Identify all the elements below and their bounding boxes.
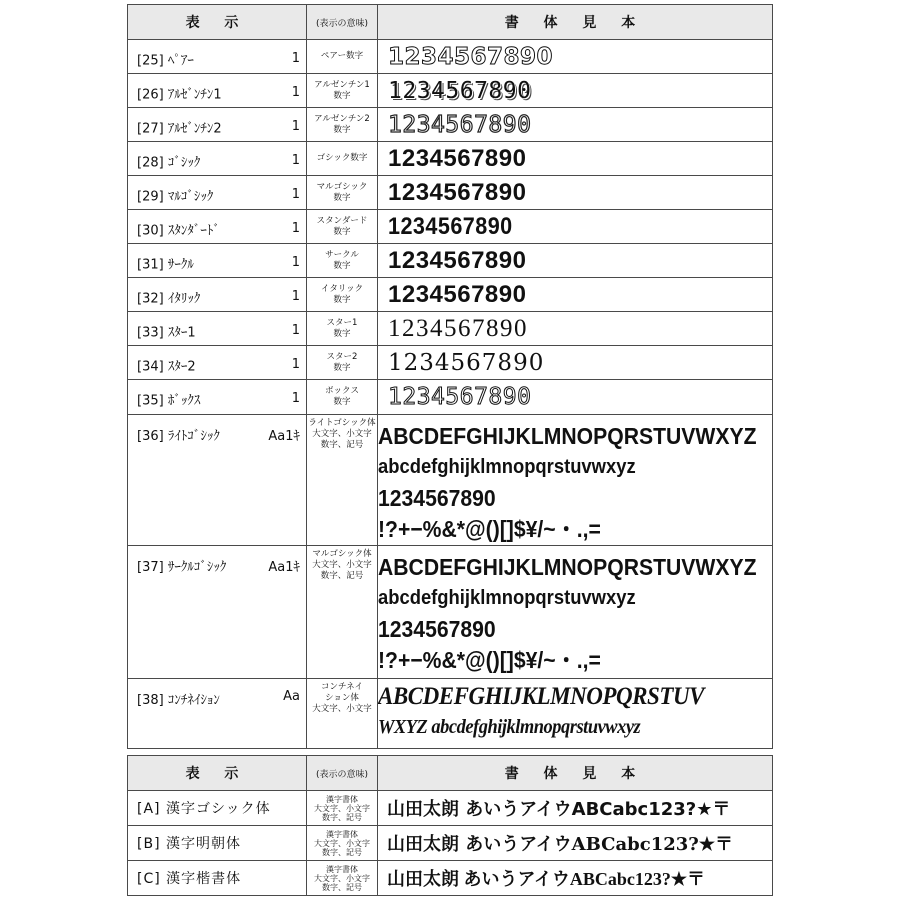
- char-types: 1: [291, 118, 300, 134]
- font-row: [128, 380, 773, 415]
- font-sample: 山田太朗 あいうアイウABCabc123?★〒: [378, 826, 773, 861]
- char-types: 1: [291, 84, 300, 100]
- font-meaning: [307, 142, 378, 176]
- font-meaning: [307, 108, 378, 142]
- font-table-kanji: [127, 755, 773, 896]
- font-meaning: [307, 346, 378, 380]
- sample-digits: 1234567890: [388, 77, 532, 104]
- font-sample: [378, 346, 773, 380]
- sample-digits: 1234567890: [388, 43, 554, 70]
- header-display: 表 示: [128, 5, 307, 40]
- font-code-cell: [128, 346, 307, 380]
- char-types: Aa1ｷ: [268, 429, 300, 444]
- meaning-text: 漢字書体 大文字、小文字 数字、記号: [314, 864, 370, 892]
- font-row: [128, 142, 773, 176]
- meaning-text: 漢字書体 大文字、小文字 数字、記号: [314, 829, 370, 857]
- font-code-cell: [128, 278, 307, 312]
- font-meaning: [307, 380, 378, 415]
- char-types: 1: [291, 322, 300, 338]
- sample-mixed: WXYZ abcdefghijklmnopqrstuvwxyz: [378, 716, 641, 738]
- sample-digits: 1234567890: [388, 384, 532, 410]
- header-meaning: (表示の意味): [307, 5, 378, 40]
- kanji-row-gothic: [128, 791, 773, 826]
- sample-digits: 1234567890: [388, 111, 532, 138]
- font-code: [35] ﾎﾞｯｸｽ: [137, 393, 201, 409]
- font-row: [128, 346, 773, 380]
- sample-uppercase: ABCDEFGHIJKLMNOPQRSTUV: [378, 683, 705, 710]
- font-code: [33] ｽﾀｰ1: [137, 324, 196, 340]
- sample-digits: 1234567890: [388, 246, 527, 274]
- font-meaning: [307, 74, 378, 108]
- sample-digits: 1234567890: [388, 212, 513, 240]
- font-code: [34] ｽﾀｰ2: [137, 358, 196, 374]
- font-row: [128, 74, 773, 108]
- font-table-numbers: [127, 4, 773, 749]
- font-code: [37] ｻｰｸﾙｺﾞｼｯｸ: [137, 560, 227, 575]
- font-code-cell: [128, 546, 307, 679]
- meaning-text: アルゼンチン1 数字: [314, 79, 370, 101]
- char-types: Aa1ｷ: [268, 560, 300, 575]
- font-code: [B] 漢字明朝体: [128, 826, 307, 861]
- font-code: [32] ｲﾀﾘｯｸ: [137, 290, 201, 306]
- meaning-text: マルゴシック 数字: [316, 181, 368, 203]
- meaning-text: ライトゴシック体 大文字、小文字 数字、記号: [308, 418, 376, 450]
- font-sample: [378, 74, 773, 108]
- font-meaning: [307, 679, 378, 749]
- sample-digits: 1234567890: [388, 280, 527, 308]
- sample-lowercase: abcdefghijklmnopqrstuvwxyz: [378, 587, 636, 609]
- font-row-36: [128, 415, 773, 546]
- meaning-text: サークル 数字: [325, 249, 359, 271]
- font-sample: [378, 176, 773, 210]
- font-code: [29] ﾏﾙｺﾞｼｯｸ: [137, 188, 214, 204]
- sample-digits: 1234567890: [388, 144, 527, 172]
- font-row: [128, 278, 773, 312]
- font-code: [38] ｺﾝﾁﾈｲｼｮﾝ: [137, 693, 220, 708]
- char-types: 1: [291, 186, 300, 202]
- sample-digits: 1234567890: [388, 178, 527, 206]
- font-sample: [378, 312, 773, 346]
- table-header: [128, 5, 773, 40]
- char-types: 1: [291, 391, 300, 406]
- font-row: [128, 210, 773, 244]
- font-code-cell: [128, 244, 307, 278]
- font-code-cell: [128, 176, 307, 210]
- meaning-text: ボックス 数字: [325, 386, 359, 407]
- char-types: Aa: [283, 689, 300, 704]
- meaning-text: ゴシック数字: [316, 153, 368, 163]
- font-code: [31] ｻｰｸﾙ: [137, 256, 194, 272]
- font-meaning: [307, 312, 378, 346]
- font-sample: [378, 210, 773, 244]
- font-code-cell: [128, 210, 307, 244]
- meaning-text: スター2 数字: [326, 351, 358, 373]
- sample-symbols: !?+−%&*@()[]$¥/~・.,=: [378, 516, 601, 542]
- font-meaning: [307, 791, 378, 826]
- font-row: [128, 312, 773, 346]
- font-row-37: [128, 546, 773, 679]
- char-types: 1: [291, 356, 300, 372]
- font-code: [25] ﾍﾟｱｰ: [137, 52, 194, 68]
- font-code-cell: [128, 679, 307, 749]
- font-meaning: [307, 40, 378, 74]
- meaning-text: スター1 数字: [326, 317, 358, 339]
- font-meaning: [307, 210, 378, 244]
- meaning-text: イタリック 数字: [320, 283, 364, 305]
- sample-digits: 1234567890: [378, 616, 496, 642]
- font-code-cell: [128, 40, 307, 74]
- font-sample: [378, 679, 773, 749]
- font-meaning: [307, 861, 378, 896]
- font-code-cell: [128, 74, 307, 108]
- header-sample: 書 体 見 本: [378, 5, 773, 40]
- font-sample: [378, 142, 773, 176]
- font-code: [A] 漢字ゴシック体: [128, 791, 307, 826]
- sample-digits: 1234567890: [388, 314, 528, 342]
- char-types: 1: [291, 220, 300, 236]
- font-row: [128, 176, 773, 210]
- font-row: [128, 244, 773, 278]
- sample-symbols: !?+−%&*@()[]$¥/~・.,=: [378, 647, 601, 673]
- font-code: [26] ｱﾙｾﾞﾝﾁﾝ1: [137, 86, 222, 102]
- table-header: [128, 756, 773, 791]
- font-sample: [378, 546, 773, 679]
- font-code: [36] ﾗｲﾄｺﾞｼｯｸ: [137, 429, 220, 444]
- font-code: [28] ｺﾞｼｯｸ: [137, 154, 201, 170]
- font-sample: [378, 380, 773, 415]
- font-row: [128, 40, 773, 74]
- sample-uppercase: ABCDEFGHIJKLMNOPQRSTUVWXYZ: [378, 554, 757, 580]
- font-sample: [378, 278, 773, 312]
- kanji-row-kaisho: [128, 861, 773, 896]
- font-code-cell: [128, 108, 307, 142]
- font-code: [27] ｱﾙｾﾞﾝﾁﾝ2: [137, 120, 222, 136]
- font-meaning: [307, 546, 378, 679]
- meaning-text: 漢字書体 大文字、小文字 数字、記号: [314, 794, 370, 822]
- font-code-cell: [128, 380, 307, 415]
- char-types: 1: [291, 152, 300, 168]
- char-types: 1: [291, 288, 300, 304]
- header-sample: 書 体 見 本: [378, 756, 773, 791]
- font-meaning: [307, 278, 378, 312]
- font-code: [C] 漢字楷書体: [128, 861, 307, 896]
- sample-uppercase: ABCDEFGHIJKLMNOPQRSTUVWXYZ: [378, 423, 757, 449]
- font-code-cell: [128, 415, 307, 546]
- char-types: 1: [291, 50, 300, 66]
- font-code-cell: [128, 142, 307, 176]
- meaning-text: ペアー数字: [320, 51, 364, 61]
- font-sample: [378, 40, 773, 74]
- font-code: [30] ｽﾀﾝﾀﾞｰﾄﾞ: [137, 222, 220, 238]
- meaning-text: コンチネイ ション体 大文字、小文字: [312, 682, 372, 714]
- font-meaning: [307, 176, 378, 210]
- kanji-row-mincho: [128, 826, 773, 861]
- sample-digits: 1234567890: [378, 485, 496, 511]
- font-meaning: [307, 826, 378, 861]
- sample-digits: 1234567890: [388, 349, 545, 376]
- font-row-38: [128, 679, 773, 749]
- font-sample: [378, 108, 773, 142]
- font-sample: [378, 415, 773, 546]
- meaning-text: マルゴシック体 大文字、小文字 数字、記号: [312, 549, 372, 581]
- font-sample: [378, 244, 773, 278]
- meaning-text: スタンダード 数字: [316, 215, 368, 237]
- sample-lowercase: abcdefghijklmnopqrstuvwxyz: [378, 456, 636, 478]
- font-sample: 山田太朗 あいうアイウABCabc123?★〒: [378, 861, 773, 896]
- font-row: [128, 108, 773, 142]
- meaning-text: アルゼンチン2 数字: [314, 113, 370, 135]
- font-meaning: [307, 415, 378, 546]
- header-display: 表 示: [128, 756, 307, 791]
- header-meaning: (表示の意味): [307, 756, 378, 791]
- font-sample: 山田太朗 あいうアイウABCabc123?★〒: [378, 791, 773, 826]
- char-types: 1: [291, 254, 300, 270]
- font-meaning: [307, 244, 378, 278]
- font-code-cell: [128, 312, 307, 346]
